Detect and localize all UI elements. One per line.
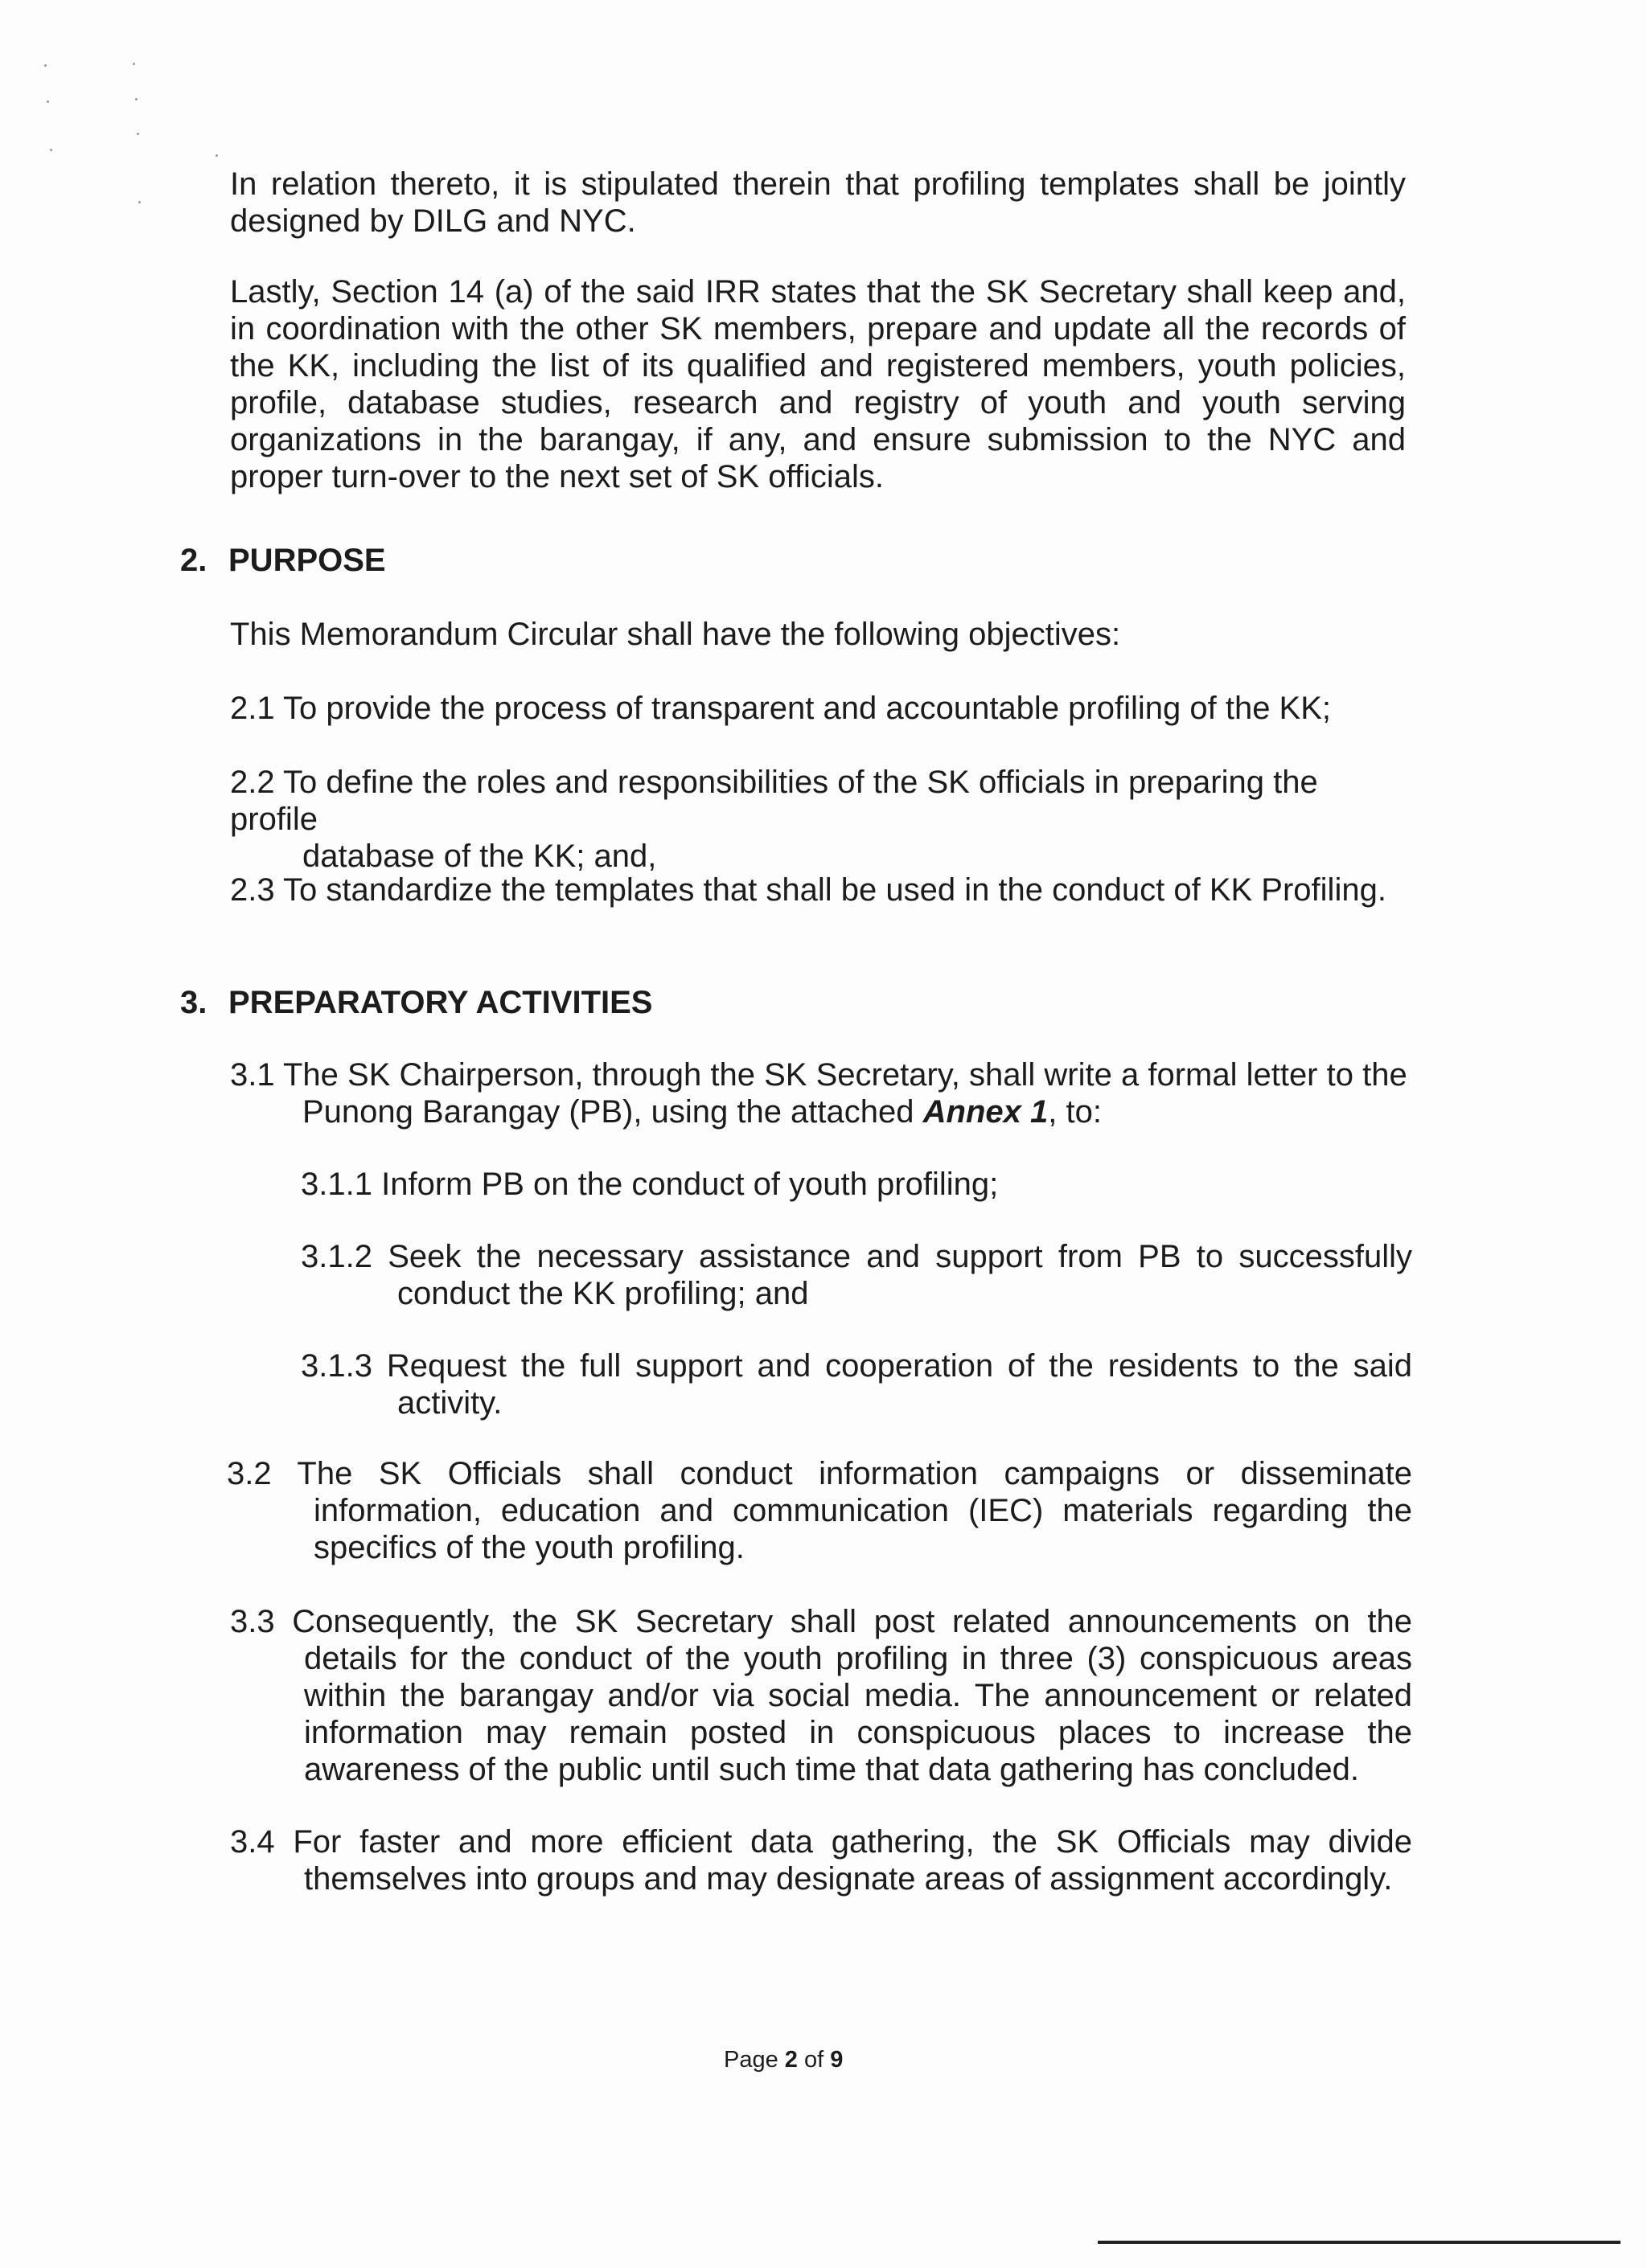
item-3-1-1-number: 3.1.1 <box>301 1167 372 1202</box>
section-3-heading <box>180 984 652 1021</box>
item-3-3-number: 3.3 <box>230 1604 275 1639</box>
item-3-3-line-2: details for the conduct of the youth profiling in three (3) conspicuous areas <box>304 1641 1412 1676</box>
item-3-4-line-1: For faster and more efficient data gathering, the SK Officials may divide <box>293 1824 1412 1860</box>
item-3-2-line-2: information, education and communication (IEC) materials regarding the <box>314 1493 1412 1528</box>
item-3-1-2-number: 3.1.2 <box>301 1239 372 1274</box>
item-2-2-line-1: To define the roles and responsibilities of the SK officials in preparing the profile <box>230 765 1318 837</box>
item-3-1-3-line-2: activity. <box>397 1385 503 1421</box>
item-3-2-number: 3.2 <box>227 1456 272 1491</box>
item-3-4-line-2: themselves into groups and may designate areas of assignment accordingly. <box>304 1861 1393 1897</box>
section-2-number: 2. <box>180 543 207 578</box>
item-3-1-2-line-2: conduct the KK profiling; and <box>397 1276 809 1311</box>
item-3-3-line-5: awareness of the public until such time that data gathering has concluded. <box>304 1752 1359 1787</box>
item-3-4 <box>230 1823 1412 1897</box>
annex-1-reference: Annex 1 <box>922 1094 1049 1130</box>
intro-paragraph-2: Lastly, Section 14 (a) of the said IRR states that the SK Secretary shall keep and, in coordination with the other SK members, prepare and update all the records of the KK, including the list of its qualified and registered members, youth policies, profile, database studies, research and registry of youth and youth serving organizations in the barangay, if any, and ensure submission to the NYC and proper turn-over to the next set of SK officials. <box>230 274 1406 494</box>
item-3-4-number: 3.4 <box>230 1824 275 1860</box>
item-3-1-3 <box>301 1347 1412 1421</box>
page-total: 9 <box>830 2047 844 2073</box>
item-3-1-3-line-1: Request the full support and cooperation of the residents to the said <box>386 1348 1412 1384</box>
intro-paragraph-1: In relation thereto, it is stipulated therein that profiling templates shall be jointly designed by DILG and NYC. <box>230 166 1406 239</box>
bottom-rule <box>1098 2241 1620 2244</box>
section-3-title: PREPARATORY ACTIVITIES <box>228 985 653 1020</box>
item-2-1-number: 2.1 <box>230 691 275 726</box>
item-3-2 <box>227 1455 1412 1566</box>
item-3-1-3-number: 3.1.3 <box>301 1348 372 1384</box>
item-3-1-number: 3.1 <box>230 1057 275 1093</box>
item-2-2-line-2: database of the KK; and, <box>302 839 657 874</box>
item-2-3-text: To standardize the templates that shall be used in the conduct of KK Profiling. <box>283 872 1386 908</box>
item-3-1-1-text: Inform PB on the conduct of youth profiling; <box>381 1167 999 1202</box>
item-3-3 <box>230 1603 1412 1788</box>
item-3-1 <box>230 1056 1412 1130</box>
item-3-1-2 <box>301 1238 1412 1312</box>
item-2-1 <box>230 690 1331 727</box>
item-3-1-line-1: The SK Chairperson, through the SK Secretary, shall write a formal letter to the <box>283 1057 1407 1093</box>
section-2-lead: This Memorandum Circular shall have the following objectives: <box>230 617 1121 652</box>
item-2-3 <box>230 872 1386 908</box>
item-3-3-line-1: Consequently, the SK Secretary shall post related announcements on the <box>292 1604 1412 1639</box>
item-2-2 <box>230 764 1412 875</box>
item-3-1-2-line-1: Seek the necessary assistance and support from PB to successfully <box>388 1239 1412 1274</box>
page-number: Page 2 of 9 <box>724 2047 844 2073</box>
item-3-1-1 <box>301 1166 998 1203</box>
item-3-1-line-2: Punong Barangay (PB), using the attached Annex 1, to: <box>302 1094 1102 1130</box>
section-2-title: PURPOSE <box>228 543 386 578</box>
item-2-2-number: 2.2 <box>230 765 275 800</box>
item-3-2-line-1: The SK Officials shall conduct information campaigns or disseminate <box>297 1456 1413 1491</box>
item-2-1-text: To provide the process of transparent and accountable profiling of the KK; <box>283 691 1332 726</box>
item-3-3-line-4: information may remain posted in conspicuous places to increase the <box>304 1715 1412 1750</box>
item-3-2-line-3: specifics of the youth profiling. <box>314 1530 745 1565</box>
item-2-3-number: 2.3 <box>230 872 275 908</box>
section-3-number: 3. <box>180 985 207 1020</box>
item-3-3-line-3: within the barangay and/or via social media. The announcement or related <box>304 1678 1412 1713</box>
section-2-heading <box>180 542 386 579</box>
page-current: 2 <box>784 2047 798 2073</box>
